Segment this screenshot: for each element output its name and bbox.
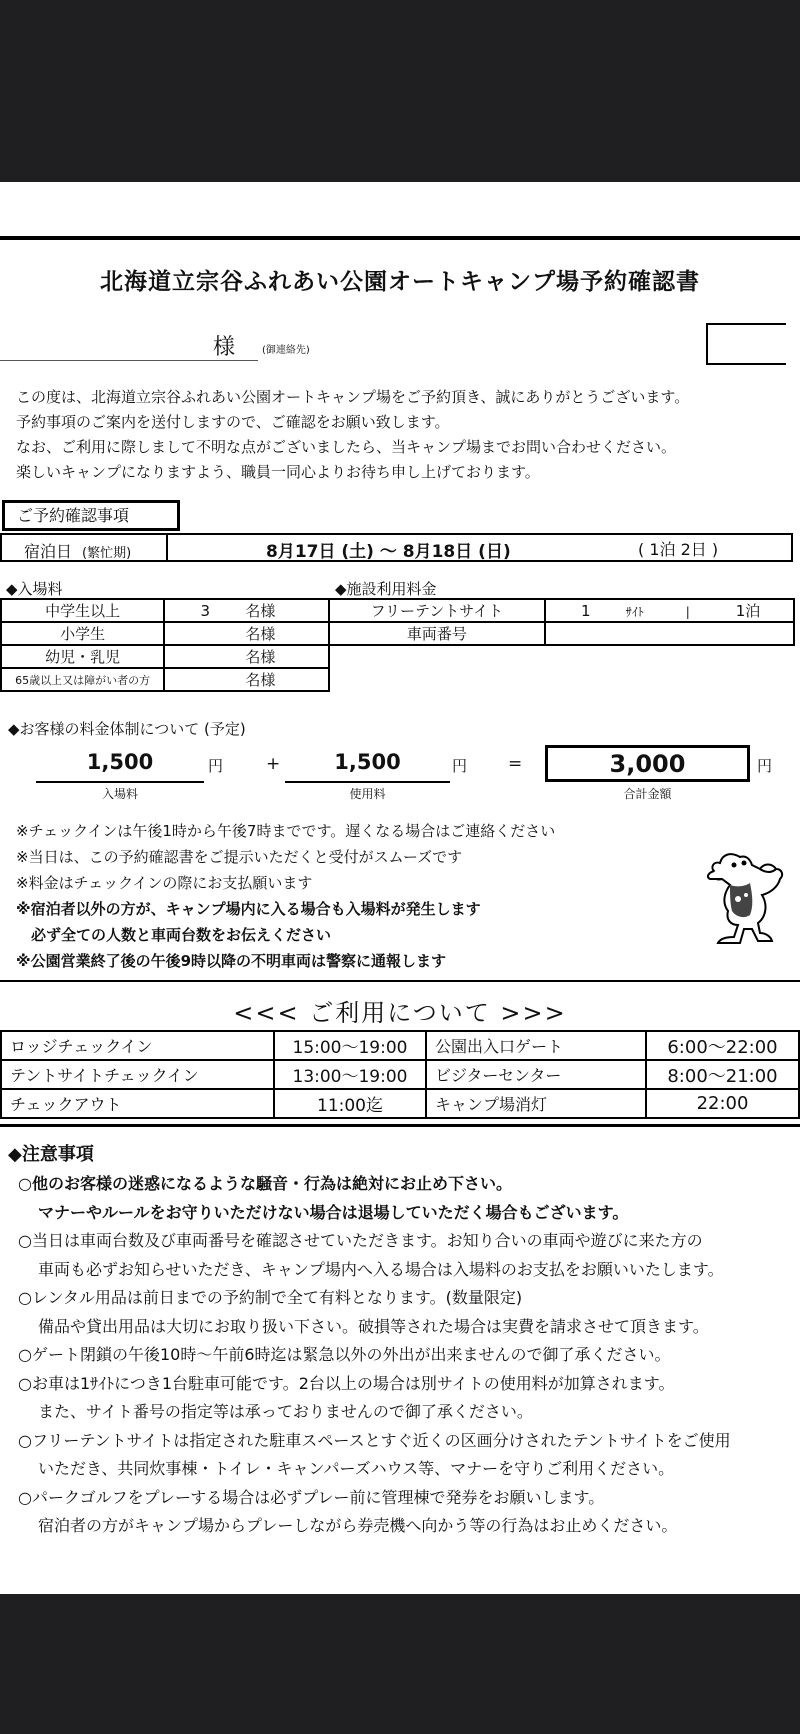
- caution-line: 備品や貸出用品は大切にお取り扱い下さい。破損等された場合は実費を請求させて頂きます。: [38, 1316, 709, 1336]
- caution-line: ○他のお客様の迷惑になるような騒音・行為は絶対にお止め下さい。: [18, 1174, 512, 1193]
- caution-line: いただき、共同炊事棟・トイレ・キャンパーズハウス等、マナーを守りご利用ください。: [38, 1459, 675, 1478]
- caution-line: ○レンタル用品は前日までの予約制で全て有料となります。(数量限定): [18, 1288, 523, 1307]
- caution-line: ○当日は車両台数及び車両番号を確認させていただきます。お知り合いの車両や遊びに来た方の: [18, 1231, 703, 1250]
- top-rule: [0, 236, 800, 240]
- table-row: [329, 622, 794, 645]
- contact-note: (御連絡先): [262, 345, 310, 356]
- admission-count-cell: [164, 668, 329, 691]
- facility-label: フリーテントサイト: [329, 599, 545, 622]
- admission-count-cell: [164, 645, 329, 668]
- caution-line: また、サイト番号の指定等は承っておりませんので御了承ください。: [38, 1402, 533, 1421]
- caution-line: 車両も必ずお知らせいただき、キャンプ場内へ入る場合は入場料のお支払をお願いいたします。: [38, 1259, 724, 1279]
- section-rule: [0, 1124, 800, 1127]
- note-line: ※料金はチェックインの際にお支払願います: [16, 874, 313, 892]
- usage-label: ロッジチェックイン: [1, 1031, 274, 1060]
- stay-divider: [166, 535, 168, 560]
- caution-list: [18, 1170, 798, 1541]
- mascot-illustration: [700, 845, 790, 945]
- admission-count-cell: [164, 622, 329, 645]
- usage-label: テントサイトチェックイン: [1, 1060, 274, 1089]
- usage-caption: 使用料: [349, 787, 386, 801]
- admission-count-cell: [164, 599, 329, 622]
- usage-table: [0, 1030, 800, 1119]
- stay-label-group: [24, 539, 131, 562]
- intro-line: なお、ご利用に際しまして不明な点がございましたら、当キャンプ場までお問い合わせください。: [16, 438, 677, 456]
- facility-table: [328, 598, 795, 646]
- admission-unit: 名様: [245, 648, 276, 666]
- caution-line: ○フリーテントサイトは指定された駐車スペースとすぐ近くの区画分けされたテントサイトをご使用: [18, 1430, 731, 1450]
- admission-unit: 名様: [245, 625, 276, 643]
- note-line: ※宿泊者以外の方が、キャンプ場内に入る場合も入場料が発生します: [16, 900, 481, 918]
- table-row: [1, 599, 329, 622]
- intro-text: [16, 385, 689, 485]
- note-line: ※チェックインは午後1時から午後7時までです。遅くなる場合はご連絡ください: [16, 822, 556, 840]
- admission-amount: 1,500: [86, 750, 154, 774]
- total-caption: 合計金額: [623, 787, 672, 801]
- admission-label: 65歳以上又は障がい者の方: [1, 668, 164, 691]
- facility-value: [545, 622, 794, 645]
- facility-sep: |: [685, 605, 690, 619]
- usage-value: 11:00迄: [274, 1089, 426, 1118]
- facility-heading: ◆施設利用料金: [335, 580, 437, 598]
- reference-box: [706, 323, 786, 365]
- note-line: 必ず全ての人数と車両台数をお伝えください: [16, 926, 332, 944]
- amount-underline: [285, 781, 450, 783]
- caution-line: ○ゲート閉鎖の午後10時～午前6時迄は緊急以外の外出が出来ませんので御了承ください。: [18, 1345, 671, 1364]
- stay-label: 宿泊日: [24, 542, 73, 561]
- admission-table: [0, 598, 330, 692]
- facility-count: 1: [580, 602, 591, 620]
- yen-label: 円: [757, 757, 773, 775]
- admission-heading: ◆入場料: [6, 580, 63, 598]
- usage-label: チェックアウト: [1, 1089, 274, 1118]
- usage-value: 8:00～21:00: [646, 1060, 799, 1089]
- table-row: [1, 1060, 799, 1089]
- stay-row: [0, 533, 793, 562]
- caution-line: ○パークゴルフをプレーする場合は必ずプレー前に管理棟で発券をお願いします。: [18, 1487, 605, 1507]
- admission-unit: 名様: [245, 602, 276, 620]
- intro-line: 予約事項のご案内を送付しますので、ご確認をお願い致します。: [16, 413, 450, 431]
- caution-line: 宿泊者の方がキャンプ場からプレーしながら券売機へ向かう等の行為はお止めください。: [38, 1516, 678, 1535]
- equals-sign: =: [508, 754, 523, 774]
- caution-line: ○お車は1ｻｲﾄにつき1台駐車可能です。2台以上の場合は別サイトの使用料が加算されます。: [18, 1373, 675, 1393]
- usage-label: ビジターセンター: [426, 1060, 646, 1089]
- document-title: 北海道立宗谷ふれあい公園オートキャンプ場予約確認書: [100, 269, 700, 295]
- table-row: [1, 622, 329, 645]
- admission-label: 中学生以上: [1, 599, 164, 622]
- usage-title: <<< ご利用について >>>: [233, 999, 567, 1027]
- usage-value: 6:00～22:00: [646, 1031, 799, 1060]
- yen-label: 円: [208, 757, 224, 775]
- intro-line: 楽しいキャンプになりますよう、職員一同心よりお待ち申し上げております。: [16, 463, 540, 481]
- table-row: [1, 1089, 799, 1118]
- facility-count-cell: [545, 599, 794, 622]
- admission-label: 幼児・乳児: [1, 645, 164, 668]
- fee-heading: ◆お客様の料金体制について (予定): [8, 720, 246, 738]
- total-amount: 3,000: [545, 745, 750, 782]
- caution-heading: ◆注意事項: [8, 1144, 94, 1165]
- usage-label: キャンプ場消灯: [426, 1089, 646, 1118]
- facility-nights: 1泊: [735, 602, 761, 620]
- admission-caption: 入場料: [101, 787, 138, 801]
- busy-season-label: (繁忙期): [82, 546, 132, 561]
- usage-value: 15:00～19:00: [274, 1031, 426, 1060]
- note-line: ※公園営業終了後の午後9時以降の不明車両は警察に通報します: [16, 952, 447, 970]
- usage-value: 22:00: [646, 1089, 799, 1118]
- admission-label: 小学生: [1, 622, 164, 645]
- usage-label: 公園出入口ゲート: [426, 1031, 646, 1060]
- note-line: ※当日は、この予約確認書をご提示いただくと受付がスムーズです: [16, 848, 463, 866]
- usage-amount: 1,500: [334, 750, 401, 774]
- section-rule: [0, 980, 800, 982]
- intro-line: この度は、北海道立宗谷ふれあい公園オートキャンプ場をご予約頂き、誠にありがとうございます。: [16, 388, 690, 406]
- stay-dates: 8月17日 (土) ～ 8月18日 (日): [266, 542, 511, 562]
- table-row: [1, 668, 329, 691]
- table-row: [329, 599, 794, 622]
- caution-line: マナーやルールをお守りいただけない場合は退場していただく場合もございます。: [38, 1202, 629, 1222]
- admission-unit: 名様: [245, 671, 276, 689]
- table-row: [1, 1031, 799, 1060]
- confirm-section-title: ご予約確認事項: [2, 500, 180, 531]
- stay-nights: ( 1泊 2日 ): [638, 540, 719, 559]
- table-row: [1, 645, 329, 668]
- facility-label: 車両番号: [329, 622, 545, 645]
- admission-count: 3: [200, 602, 211, 620]
- recipient-honorific: 様: [213, 335, 236, 360]
- facility-unit: ｻｲﾄ: [625, 605, 644, 619]
- amount-underline: [36, 781, 204, 783]
- usage-value: 13:00～19:00: [274, 1060, 426, 1089]
- plus-sign: +: [266, 754, 281, 774]
- yen-label: 円: [452, 757, 468, 775]
- notes-list: [16, 818, 555, 974]
